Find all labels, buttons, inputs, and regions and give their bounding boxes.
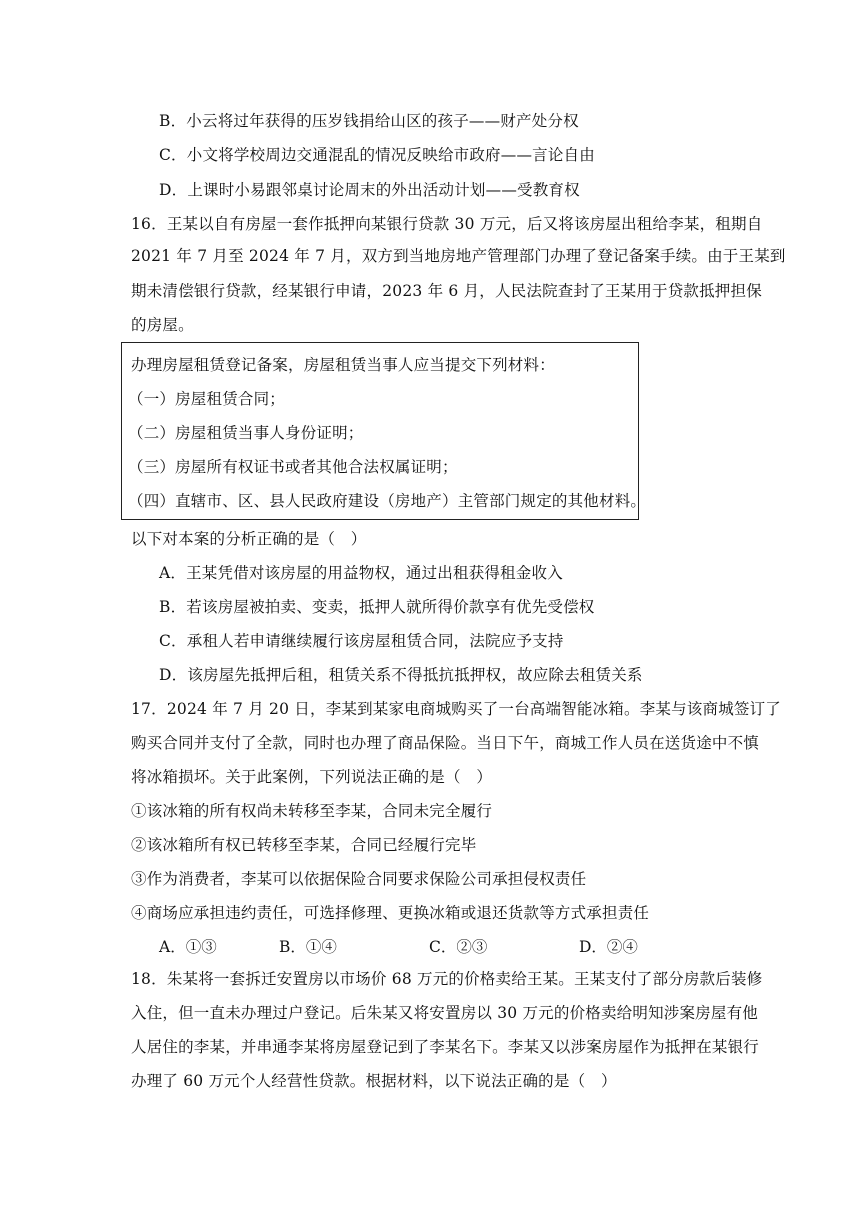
q16-stem-line-3: 期未清偿银行贷款，经某银行申请，2023 年 6 月，人民法院查封了王某用于贷款抵押担保 (131, 282, 762, 300)
q17-choice-b: B．①④ (279, 938, 337, 956)
q16-stem-line-4: 的房屋。 (131, 316, 194, 334)
q16-box-line-5: （四）直辖市、区、县人民政府建设（房地产）主管部门规定的其他材料。 (128, 492, 647, 510)
q17-statement-3: ③作为消费者，李某可以依据保险合同要求保险公司承担侵权责任 (131, 870, 587, 888)
q17-statement-1: ①该冰箱的所有权尚未转移至李某，合同未完全履行 (131, 802, 493, 820)
q16-question: 以下对本案的分析正确的是（ ） (131, 530, 367, 548)
q16-box-line-3: （二）房屋租赁当事人身份证明； (128, 424, 364, 442)
q15-option-b: B．小云将过年获得的压岁钱捐给山区的孩子——财产处分权 (159, 112, 579, 130)
q16-box-line-4: （三）房屋所有权证书或者其他合法权属证明； (128, 458, 458, 476)
q18-stem-line-2: 入住，但一直未办理过户登记。后朱某又将安置房以 30 万元的价格卖给明知涉案房屋有他 (131, 1004, 758, 1022)
q17-statement-2: ②该冰箱所有权已转移至李某，合同已经履行完毕 (131, 836, 477, 854)
q17-statement-4: ④商场应承担违约责任，可选择修理、更换冰箱或退还货款等方式承担责任 (131, 904, 650, 922)
q17-stem-line-1: 17．2024 年 7 月 20 日，李某到某家电商城购买了一台高端智能冰箱。李某与该商城签订了 (131, 700, 781, 718)
q17-choice-a: A．①③ (159, 938, 217, 956)
q16-option-a: A．王某凭借对该房屋的用益物权，通过出租获得租金收入 (159, 564, 563, 582)
q16-stem-line-2: 2021 年 7 月至 2024 年 7 月，双方到当地房地产管理部门办理了登记备案手续。由于王某到 (131, 247, 786, 265)
q18-stem-line-1: 18．朱某将一套拆迁安置房以市场价 68 万元的价格卖给王某。王某支付了部分房款后装修 (131, 970, 763, 988)
q16-option-b: B．若该房屋被拍卖、变卖，抵押人就所得价款享有优先受偿权 (159, 598, 595, 616)
q16-option-c: C．承租人若申请继续履行该房屋租赁合同，法院应予支持 (159, 632, 564, 650)
q18-stem-line-3: 人居住的李某，并串通李某将房屋登记到了李某名下。李某又以涉案房屋作为抵押在某银行 (131, 1038, 760, 1056)
q16-box-line-1: 办理房屋租赁登记备案，房屋租赁当事人应当提交下列材料： (131, 356, 555, 374)
q15-option-d: D．上课时小易跟邻桌讨论周末的外出活动计划——受教育权 (159, 181, 580, 199)
q16-option-d: D．该房屋先抵押后租，租赁关系不得抵抗抵押权，故应除去租赁关系 (159, 666, 643, 684)
q17-choice-d: D．②④ (579, 938, 638, 956)
q17-choice-c: C．②③ (429, 938, 488, 956)
q15-option-c: C．小文将学校周边交通混乱的情况反映给市政府——言论自由 (159, 146, 595, 164)
q18-stem-line-4: 办理了 60 万元个人经营性贷款。根据材料，以下说法正确的是（ ） (131, 1072, 617, 1090)
q16-box-line-2: （一）房屋租赁合同； (128, 390, 286, 408)
q16-stem-line-1: 16．王某以自有房屋一套作抵押向某银行贷款 30 万元，后又将该房屋出租给李某，租期自 (131, 215, 763, 233)
q17-stem-line-3: 将冰箱损坏。关于此案例，下列说法正确的是（ ） (131, 768, 493, 786)
q17-stem-line-2: 购买合同并支付了全款，同时也办理了商品保险。当日下午，商城工作人员在送货途中不慎 (131, 734, 760, 752)
q17-choices (159, 935, 679, 955)
